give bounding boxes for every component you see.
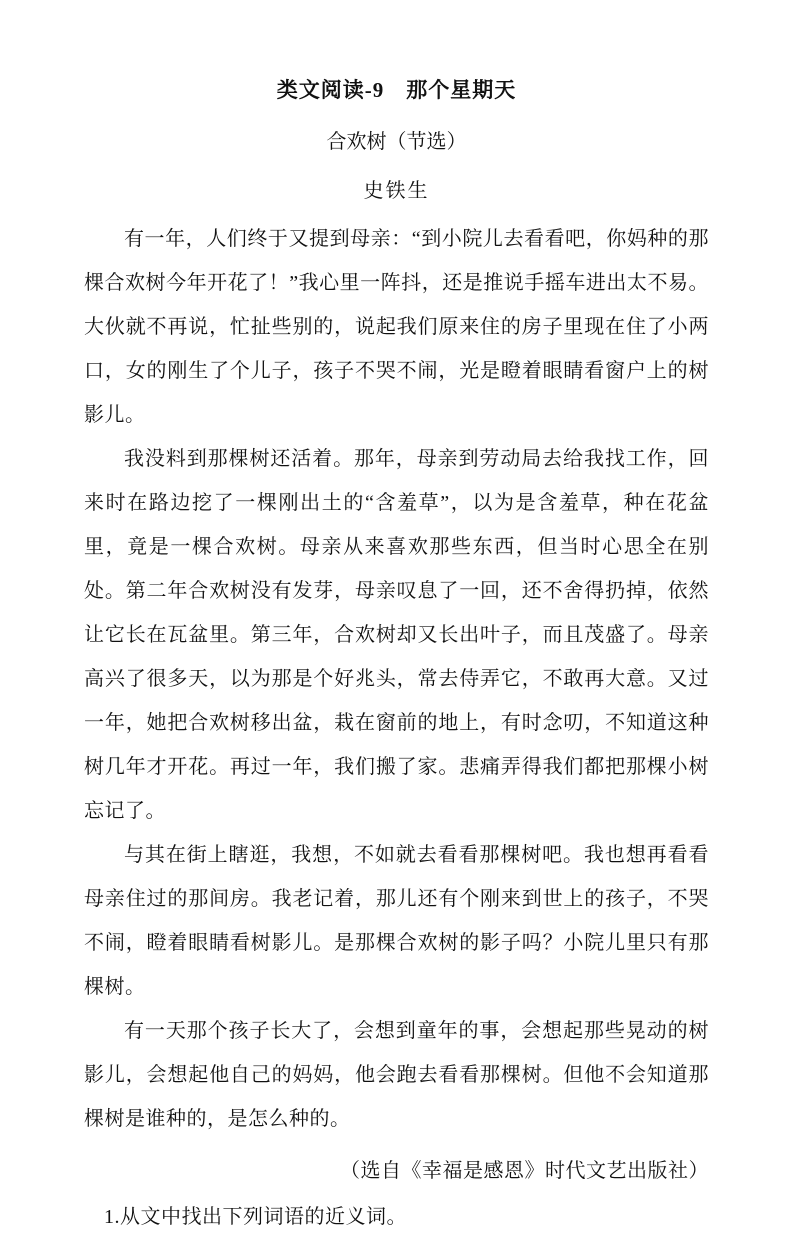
author-name: 史铁生: [363, 180, 430, 203]
paragraph-1: 有一年，人们终于又提到母亲：“到小院儿去看看吧，你妈种的那棵合欢树今年开花了！”我心里一阵抖，还是推说手摇车进出太不易。大伙就不再说，忙扯些别的，说起我们原来住的房子里现在住了小两口，女的刚生了个儿子，孩子不哭不闹，光是瞪着眼睛看窗户上的树影儿。: [84, 228, 709, 427]
paragraph-3: 与其在街上瞎逛，我想，不如就去看看那棵树吧。我也想再看看母亲住过的那间房。我老记着，那儿还有个刚来到世上的孩子，不哭不闹，瞪着眼睛看树影儿。是那棵合欢树的影子吗？小院儿里只有那棵树。: [84, 844, 709, 999]
article-body: [84, 217, 709, 1141]
page-title: 类文阅读-9 那个星期天: [276, 78, 517, 102]
source-attribution: （选自《幸福是感恩》时代文艺出版社）: [340, 1160, 709, 1183]
paragraph-4: 有一天那个孩子长大了，会想到童年的事，会想起那些晃动的树影儿，会想起他自己的妈妈，他会跑去看看那棵树。但他不会知道那棵树是谁种的，是怎么种的。: [84, 1020, 709, 1131]
article-subtitle: 合欢树（节选）: [326, 131, 467, 154]
paragraph-2: 我没料到那棵树还活着。那年，母亲到劳动局去给我找工作，回来时在路边挖了一棵刚出土的“含羞草”，以为是含羞草，种在花盆里，竟是一棵合欢树。母亲从来喜欢那些东西，但当时心思全在别处。第二年合欢树没有发芽，母亲叹息了一回，还不舍得扔掉，依然让它长在瓦盆里。第三年，合欢树却又长出叶子，而且茂盛了。母亲高兴了很多天，以为那是个好兆头，常去侍弄它，不敢再大意。又过一年，她把合欢树移出盆，栽在窗前的地上，有时念叨，不知道这种树几年才开花。再过一年，我们搬了家。悲痛弄得我们都把那棵小树忘记了。: [84, 448, 709, 823]
question-1: 1.从文中找出下列词语的近义词。: [104, 1206, 407, 1229]
